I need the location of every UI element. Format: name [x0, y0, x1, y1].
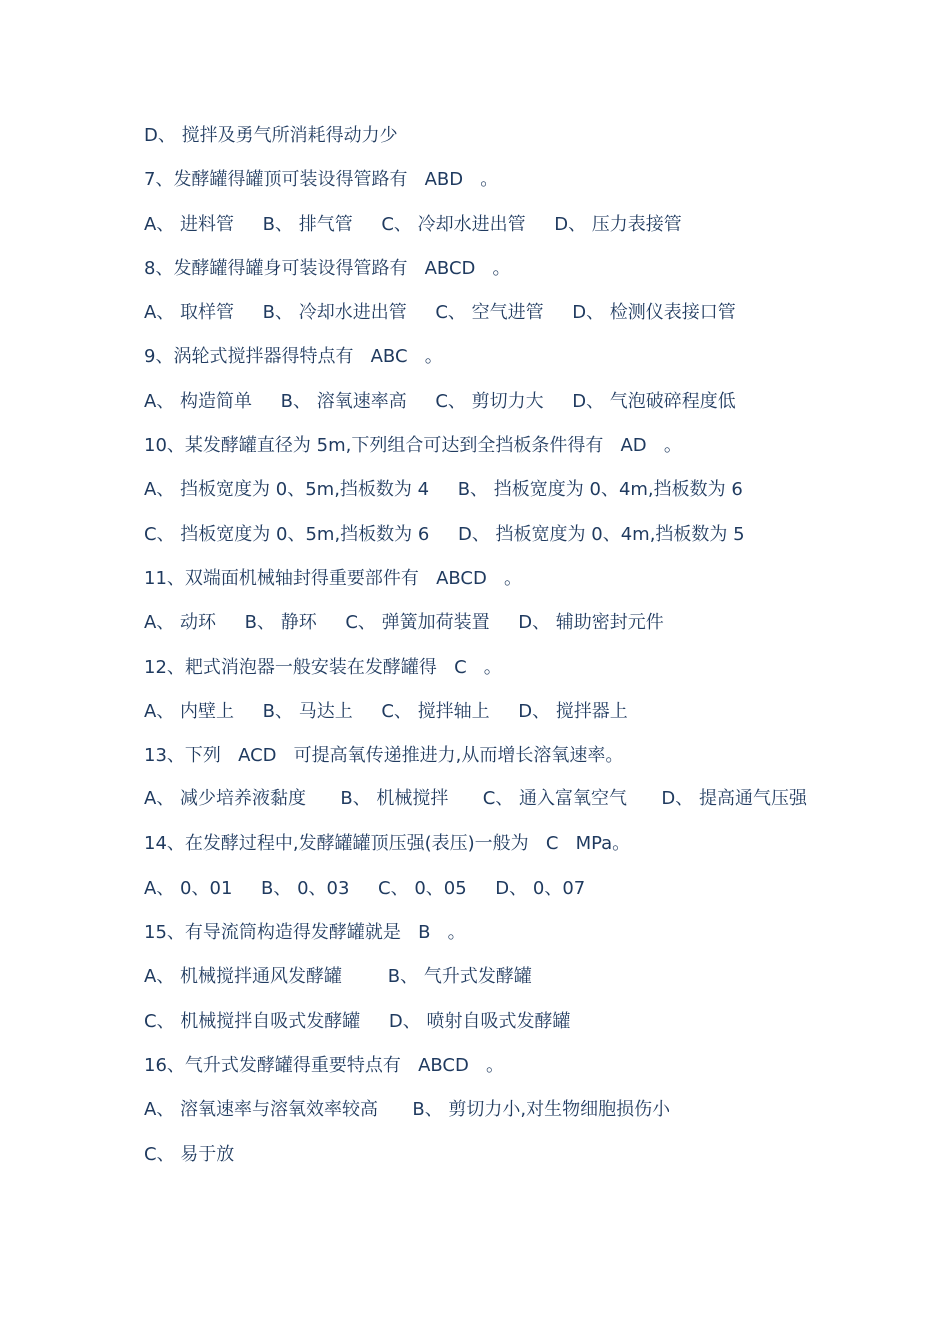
question-15: 15、有导流筒构造得发酵罐就是 B 。 — [144, 922, 466, 944]
question-8: 8、发酵罐得罐身可装设得管路有 ABCD 。 — [144, 257, 511, 279]
question-10-options-ab: A、 挡板宽度为 0、5m,挡板数为 4 B、 挡板宽度为 0、4m,挡板数为 6 — [144, 479, 743, 501]
question-9: 9、涡轮式搅拌器得特点有 ABC 。 — [144, 346, 443, 368]
question-13: 13、下列 ACD 可提高氧传递推进力,从而增长溶氧速率。 — [144, 745, 624, 767]
question-10-options-cd: C、 挡板宽度为 0、5m,挡板数为 6 D、 挡板宽度为 0、4m,挡板数为 5 — [144, 523, 745, 545]
question-7: 7、发酵罐得罐顶可装设得管路有 ABD 。 — [144, 169, 499, 191]
question-11-options: A、 动环 B、 静环 C、 弹簧加荷装置 D、 辅助密封元件 — [144, 612, 664, 634]
question-12: 12、耙式消泡器一般安装在发酵罐得 C 。 — [144, 656, 502, 678]
question-13-options: A、 减少培养液黏度 B、 机械搅拌 C、 通入富氧空气 D、 提高通气压强 — [144, 788, 807, 810]
question-8-options: A、 取样管 B、 冷却水进出管 C、 空气进管 D、 检测仪表接口管 — [144, 302, 736, 324]
question-14: 14、在发酵过程中,发酵罐罐顶压强(表压)一般为 C MPa。 — [144, 833, 631, 855]
question-16-options-c: C、 易于放 — [144, 1143, 235, 1165]
option-line: D、 搅拌及勇气所消耗得动力少 — [144, 125, 398, 146]
question-14-options: A、 0、01 B、 0、03 C、 0、05 D、 0、07 — [144, 877, 586, 899]
document-body — [144, 121, 812, 1184]
question-10: 10、某发酵罐直径为 5m,下列组合可达到全挡板条件得有 AD 。 — [144, 435, 682, 457]
question-16: 16、气升式发酵罐得重要特点有 ABCD 。 — [144, 1054, 505, 1076]
question-15-options-ab: A、 机械搅拌通风发酵罐 B、 气升式发酵罐 — [144, 966, 532, 988]
question-16-options-ab: A、 溶氧速率与溶氧效率较高 B、 剪切力小,对生物细胞损伤小 — [144, 1099, 671, 1121]
question-11: 11、双端面机械轴封得重要部件有 ABCD 。 — [144, 567, 523, 589]
question-9-options: A、 构造简单 B、 溶氧速率高 C、 剪切力大 D、 气泡破碎程度低 — [144, 390, 736, 412]
question-15-options-cd: C、 机械搅拌自吸式发酵罐 D、 喷射自吸式发酵罐 — [144, 1010, 571, 1032]
question-12-options: A、 内壁上 B、 马达上 C、 搅拌轴上 D、 搅拌器上 — [144, 700, 628, 722]
question-7-options: A、 进料管 B、 排气管 C、 冷却水进出管 D、 压力表接管 — [144, 213, 682, 235]
